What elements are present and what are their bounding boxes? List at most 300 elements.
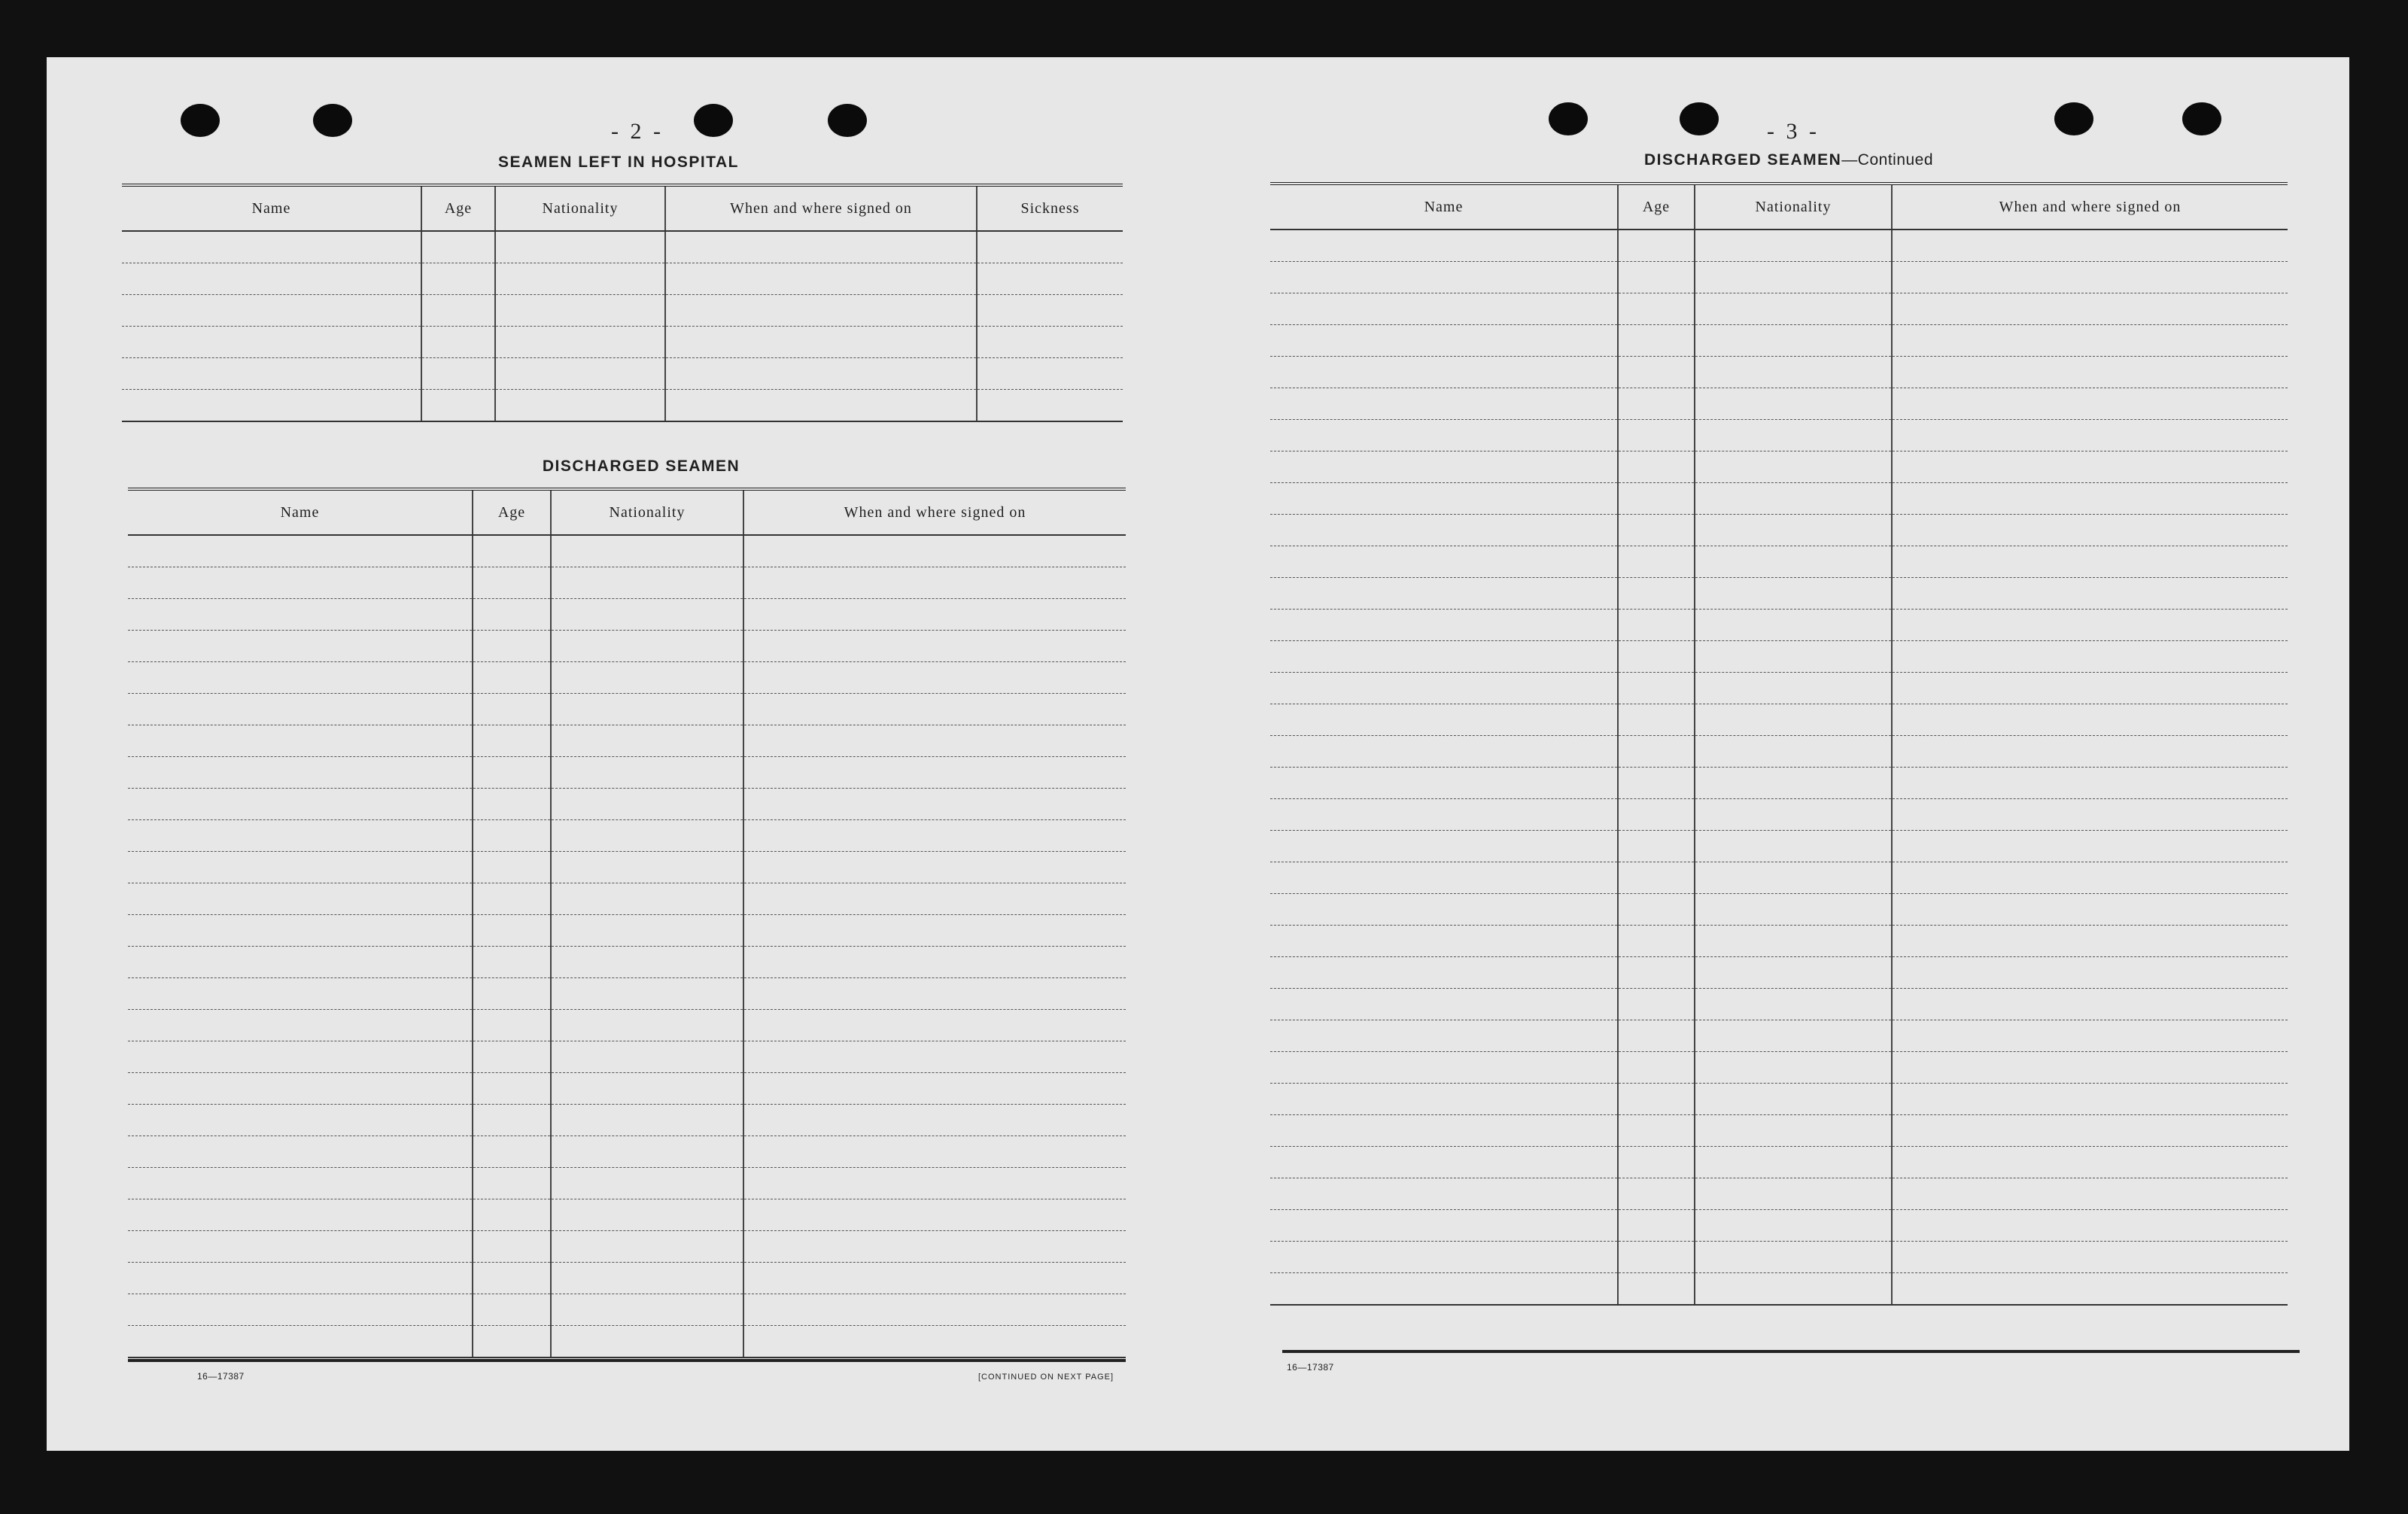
table-cell [1618,1115,1695,1147]
page-number: - 3 - [1767,119,1820,144]
table-cell [1618,673,1695,704]
bottom-rule [1282,1350,2300,1353]
table-cell [128,883,473,915]
table-cell [128,662,473,694]
table-row [128,1199,1126,1231]
table-cell [551,978,743,1010]
table-cell [495,263,665,295]
table-cell [977,327,1123,358]
table-cell [473,599,551,631]
table-cell [1270,926,1618,957]
table-cell [1892,862,2288,894]
table-cell [128,947,473,978]
table-cell [1695,230,1892,262]
table-row [1270,1242,2288,1273]
table-cell [473,915,551,947]
table-cell [1618,293,1695,325]
form-number: 16—17387 [197,1371,245,1382]
table-cell [551,883,743,915]
table-cell [495,327,665,358]
table-row [128,694,1126,725]
table-cell [1892,578,2288,610]
table-cell [743,789,1126,820]
table-cell [495,295,665,327]
table-cell [1618,1084,1695,1115]
table-cell [1270,451,1618,483]
table-row [128,757,1126,789]
table-row [1270,230,2288,262]
table-cell [1618,546,1695,578]
table-cell [1892,926,2288,957]
table-cell [1270,546,1618,578]
table-cell [473,789,551,820]
table-row [128,662,1126,694]
table-cell [128,1326,473,1358]
table-row [1270,704,2288,736]
table-cell [1695,610,1892,641]
table-cell [473,1263,551,1294]
table-cell [1695,293,1892,325]
table-cell [1618,420,1695,451]
table-cell [128,978,473,1010]
table-cell [743,757,1126,789]
table-row [1270,1052,2288,1084]
table-cell [1618,926,1695,957]
table-cell [1695,1052,1892,1084]
discharged-table [128,488,1126,1358]
table-cell [473,1168,551,1199]
discharged-continued-rows [1270,230,2288,1305]
table-cell [1695,673,1892,704]
table-cell [977,295,1123,327]
right-page [1266,57,2334,1451]
table-cell [551,694,743,725]
table-cell [1695,831,1892,862]
table-cell [551,820,743,852]
table-row [1270,641,2288,673]
table-cell [1892,325,2288,357]
table-cell [473,535,551,567]
table-cell [1270,862,1618,894]
table-cell [743,1231,1126,1263]
table-row [128,1294,1126,1326]
table-cell [1695,515,1892,546]
table-cell [665,231,977,263]
discharged-rows [128,535,1126,1357]
table-cell [1695,1242,1892,1273]
table-row [1270,1273,2288,1306]
table-cell [473,978,551,1010]
table-row [122,295,1123,327]
table-cell [1892,1147,2288,1178]
table-cell [551,599,743,631]
table-cell [128,599,473,631]
table-cell [473,1073,551,1105]
table-row [128,1010,1126,1041]
table-cell [743,1136,1126,1168]
table-cell [1695,325,1892,357]
table-cell [1695,1210,1892,1242]
table-row [1270,926,2288,957]
table-row [128,947,1126,978]
column-header-signed-on: When and where signed on [1892,184,2288,230]
table-cell [1618,451,1695,483]
table-cell [1618,578,1695,610]
table-cell [1892,1273,2288,1306]
table-cell [1270,1147,1618,1178]
table-cell [128,567,473,599]
section-title-hospital: SEAMEN LEFT IN HOSPITAL [498,154,739,171]
table-cell [1892,768,2288,799]
section-title-discharged-continued [1266,151,2312,169]
table-cell [1892,420,2288,451]
table-cell [551,852,743,883]
hospital-rows [122,231,1123,421]
table-cell [743,567,1126,599]
table-cell [1270,578,1618,610]
table-row [1270,262,2288,293]
table-cell [1618,894,1695,926]
table-cell [1270,799,1618,831]
table-cell [1270,1084,1618,1115]
table-cell [977,358,1123,390]
table-row [128,631,1126,662]
table-cell [1618,388,1695,420]
column-header-signed-on: When and where signed on [743,489,1126,535]
table-cell [1618,736,1695,768]
column-header-name: Name [128,489,473,535]
table-cell [743,694,1126,725]
table-cell [1270,1178,1618,1210]
table-cell [1270,1242,1618,1273]
table-cell [1270,1273,1618,1306]
column-header-signed-on: When and where signed on [665,185,977,231]
table-cell [473,1041,551,1073]
table-row [128,1168,1126,1199]
table-cell [1892,1178,2288,1210]
table-cell [1270,704,1618,736]
table-cell [128,820,473,852]
table-cell [1695,1020,1892,1052]
table-row [1270,1147,2288,1178]
table-cell [1270,894,1618,926]
table-cell [1695,357,1892,388]
table-row [1270,894,2288,926]
table-cell [1270,262,1618,293]
table-cell [1618,768,1695,799]
table-cell [1270,388,1618,420]
bottom-rule [128,1359,1126,1362]
table-row [1270,1115,2288,1147]
table-row [1270,420,2288,451]
table-cell [551,567,743,599]
table-cell [473,1294,551,1326]
table-cell [977,390,1123,422]
table-cell [128,915,473,947]
table-cell [421,263,495,295]
table-cell [473,567,551,599]
table-row [1270,736,2288,768]
table-cell [1618,1242,1695,1273]
table-cell [421,231,495,263]
table-cell [743,535,1126,567]
table-cell [1618,1210,1695,1242]
table-row [1270,1178,2288,1210]
table-cell [1270,768,1618,799]
table-row [1270,831,2288,862]
table-cell [1892,230,2288,262]
column-header-age: Age [1618,184,1695,230]
table-cell [1618,799,1695,831]
table-row [128,978,1126,1010]
table-cell [1618,357,1695,388]
table-cell [551,1263,743,1294]
table-cell [1618,262,1695,293]
table-cell [421,358,495,390]
table-cell [473,1231,551,1263]
table-cell [743,1263,1126,1294]
table-row [1270,768,2288,799]
table-cell [977,231,1123,263]
table-row [128,567,1126,599]
table-cell [1618,862,1695,894]
table-cell [128,631,473,662]
column-header-age: Age [473,489,551,535]
table-row [1270,673,2288,704]
table-row [1270,957,2288,989]
table-cell [743,947,1126,978]
table-row [128,599,1126,631]
table-cell [1270,515,1618,546]
table-cell [743,1010,1126,1041]
table-row [1270,799,2288,831]
table-cell [551,1199,743,1231]
form-sheet [47,57,2349,1451]
table-cell [495,231,665,263]
table-cell [1892,673,2288,704]
table-row [1270,862,2288,894]
table-cell [1270,989,1618,1020]
table-cell [128,535,473,567]
table-cell [1695,926,1892,957]
hospital-table [122,184,1123,422]
table-cell [1892,1052,2288,1084]
table-cell [1892,293,2288,325]
table-row [1270,1020,2288,1052]
table-cell [1270,673,1618,704]
table-cell [1695,451,1892,483]
table-cell [1695,799,1892,831]
table-cell [1270,1052,1618,1084]
table-cell [473,725,551,757]
table-cell [1618,1273,1695,1306]
table-cell [1618,1147,1695,1178]
table-cell [1270,1115,1618,1147]
form-number: 16—17387 [1287,1362,1334,1373]
table-cell [1270,325,1618,357]
table-cell [1695,1147,1892,1178]
table-cell [122,263,421,295]
table-cell [665,358,977,390]
column-header-nationality: Nationality [1695,184,1892,230]
table-cell [1892,1020,2288,1052]
table-row [128,1073,1126,1105]
table-cell [1618,1178,1695,1210]
table-cell [1892,262,2288,293]
table-row [1270,989,2288,1020]
table-cell [128,1136,473,1168]
table-row [1270,610,2288,641]
table-cell [1892,1242,2288,1273]
continued-note: [CONTINUED ON NEXT PAGE] [978,1373,1114,1382]
table-row [122,358,1123,390]
table-cell [128,1041,473,1073]
table-cell [1270,736,1618,768]
table-cell [122,231,421,263]
table-cell [128,725,473,757]
table-cell [1892,610,2288,641]
table-cell [665,390,977,422]
table-row [1270,1084,2288,1115]
table-cell [1618,989,1695,1020]
table-cell [551,789,743,820]
table-cell [1892,483,2288,515]
table-cell [473,1010,551,1041]
table-cell [128,1010,473,1041]
table-row [128,725,1126,757]
table-row [1270,483,2288,515]
table-cell [128,789,473,820]
column-header-nationality: Nationality [551,489,743,535]
table-cell [1892,799,2288,831]
left-page [122,57,1175,1451]
table-cell [128,694,473,725]
table-row [128,1136,1126,1168]
table-cell [1270,483,1618,515]
column-header-sickness: Sickness [977,185,1123,231]
table-cell [473,1326,551,1358]
table-cell [1618,483,1695,515]
table-row [1270,578,2288,610]
table-cell [743,1073,1126,1105]
table-cell [743,852,1126,883]
table-cell [1695,578,1892,610]
table-row [128,883,1126,915]
table-cell [551,1231,743,1263]
table-row [128,1231,1126,1263]
table-cell [1618,325,1695,357]
table-cell [1695,1115,1892,1147]
table-cell [743,1041,1126,1073]
table-cell [1618,641,1695,673]
section-title-text: DISCHARGED SEAMEN [1643,151,1842,169]
table-cell [1270,420,1618,451]
table-cell [1270,293,1618,325]
discharged-continued-table [1270,182,2288,1306]
table-cell [1892,736,2288,768]
table-cell [1270,357,1618,388]
table-cell [551,662,743,694]
table-cell [1892,641,2288,673]
table-cell [495,390,665,422]
table-cell [473,852,551,883]
table-cell [743,1168,1126,1199]
table-cell [122,358,421,390]
table-cell [1270,1020,1618,1052]
table-cell [1618,704,1695,736]
table-cell [551,725,743,757]
table-cell [1695,1084,1892,1115]
table-row [1270,357,2288,388]
table-row [128,852,1126,883]
table-cell [1892,957,2288,989]
table-cell [495,358,665,390]
table-cell [128,1263,473,1294]
table-cell [743,883,1126,915]
table-cell [743,1105,1126,1136]
table-cell [1695,262,1892,293]
table-row [122,327,1123,358]
table-cell [743,1294,1126,1326]
table-cell [551,757,743,789]
table-cell [1695,388,1892,420]
table-cell [1892,515,2288,546]
table-cell [1618,515,1695,546]
table-cell [1618,1052,1695,1084]
table-cell [128,852,473,883]
table-cell [1892,546,2288,578]
table-cell [551,1105,743,1136]
table-cell [473,662,551,694]
table-row [1270,293,2288,325]
table-row [1270,325,2288,357]
table-cell [551,947,743,978]
table-cell [421,295,495,327]
table-cell [1695,641,1892,673]
table-cell [1695,989,1892,1020]
table-cell [1695,894,1892,926]
column-header-name: Name [1270,184,1618,230]
table-cell [1695,704,1892,736]
table-cell [421,390,495,422]
table-row [122,263,1123,295]
table-cell [1618,230,1695,262]
table-cell [128,1199,473,1231]
table-cell [128,1231,473,1263]
table-cell [122,327,421,358]
table-cell [1892,989,2288,1020]
table-cell [1270,1210,1618,1242]
table-cell [551,1168,743,1199]
table-cell [551,631,743,662]
table-cell [551,1136,743,1168]
table-cell [743,662,1126,694]
table-cell [1618,610,1695,641]
table-cell [128,1294,473,1326]
table-cell [122,295,421,327]
table-cell [473,631,551,662]
table-cell [473,694,551,725]
table-cell [473,947,551,978]
table-row [128,1263,1126,1294]
column-header-name: Name [122,185,421,231]
table-cell [1695,736,1892,768]
table-row [128,1326,1126,1358]
table-cell [122,390,421,422]
table-cell [743,599,1126,631]
table-cell [128,1105,473,1136]
table-cell [551,535,743,567]
